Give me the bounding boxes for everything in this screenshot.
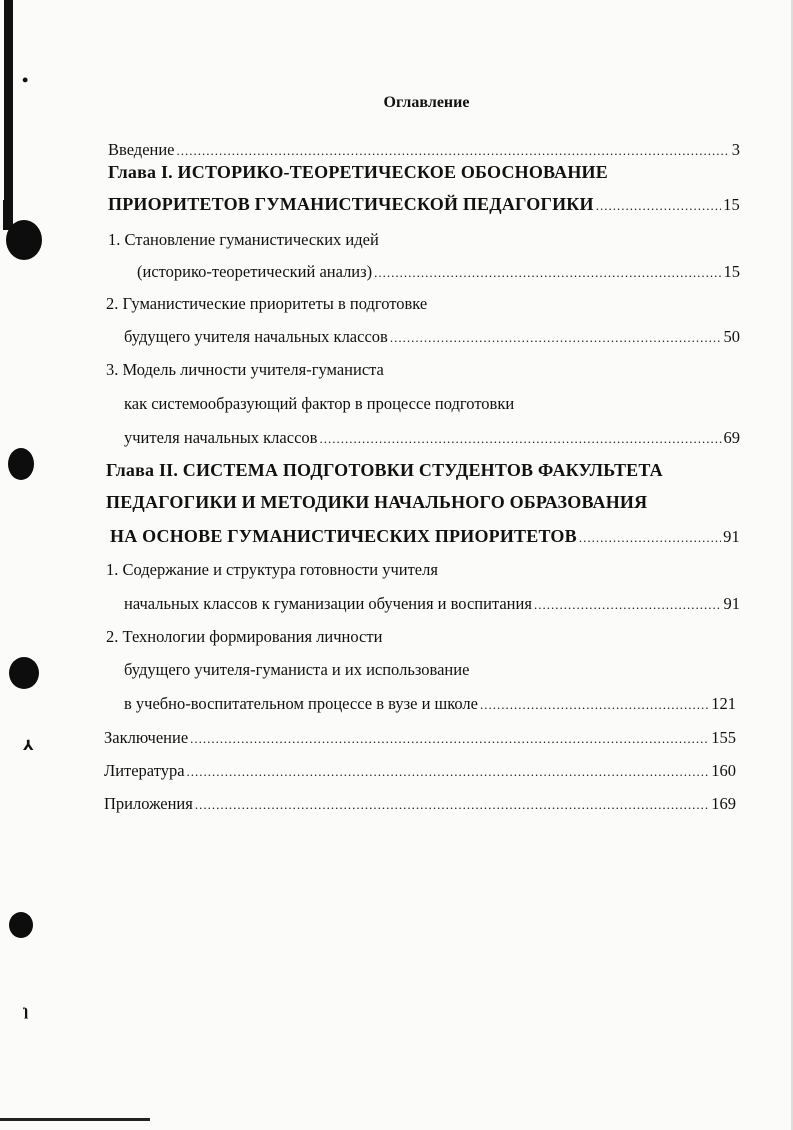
scan-speck-1: • <box>22 70 29 90</box>
toc-page-number: 15 <box>723 195 740 214</box>
section-2-2-line3: в учебно-воспитательном процессе в вузе и школе <box>124 694 478 713</box>
scan-edge-left <box>4 0 13 230</box>
punch-hole-2 <box>8 448 34 480</box>
toc-leader-dots <box>596 196 721 216</box>
chapter-2-title-line2: ПЕДАГОГИКИ И МЕТОДИКИ НАЧАЛЬНОГО ОБРАЗОВАНИЯ <box>106 492 648 512</box>
section-1-2-line2: будущего учителя начальных классов <box>124 327 388 346</box>
scan-edge-bottom <box>0 1118 150 1121</box>
section-1-1-line2: (историко-теоретический анализ) <box>137 262 373 281</box>
chapter-1-title-line2: ПРИОРИТЕТОВ ГУМАНИСТИЧЕСКОЙ ПЕДАГОГИКИ <box>108 194 594 214</box>
chapter-2-title-line1: Глава II. СИСТЕМА ПОДГОТОВКИ СТУДЕНТОВ ФАКУЛЬТЕТА <box>106 460 663 480</box>
toc-entry-label: Заключение <box>104 728 189 747</box>
toc-entry-label: Литература <box>104 761 185 780</box>
toc-leader-dots <box>579 528 721 548</box>
chapter-1-title-line1: Глава I. ИСТОРИКО-ТЕОРЕТИЧЕСКОЕ ОБОСНОВАНИЕ <box>108 162 608 182</box>
toc-leader-dots <box>480 695 709 715</box>
toc-title: Оглавление <box>383 94 470 111</box>
section-2-2-line1: 2. Технологии формирования личности <box>106 627 383 646</box>
toc-page-number: 91 <box>723 527 740 546</box>
punch-hole-1 <box>6 220 42 260</box>
toc-leader-dots <box>187 762 710 782</box>
section-2-1-line2: начальных классов к гуманизации обучения и воспитания <box>124 594 532 613</box>
toc-entry-conclusion <box>104 728 736 749</box>
section-2-1-line1: 1. Содержание и структура готовности учителя <box>106 560 438 579</box>
chapter-2-title-line3: НА ОСНОВЕ ГУМАНИСТИЧЕСКИХ ПРИОРИТЕТОВ <box>110 526 577 546</box>
toc-page-number: 50 <box>723 327 740 346</box>
toc-entry-label: Приложения <box>104 794 193 813</box>
toc-page-number: 91 <box>723 594 740 613</box>
toc-leader-dots <box>390 328 722 348</box>
section-1-3-line1: 3. Модель личности учителя-гуманиста <box>106 360 384 379</box>
toc-entry-section-2-1 <box>124 594 740 615</box>
toc-leader-dots <box>190 729 709 749</box>
toc-entry-section-1-2 <box>124 327 740 348</box>
toc-entry-section-2-2 <box>124 694 736 715</box>
toc-entry-chapter-2 <box>110 526 740 548</box>
scan-speck-3: ɿ <box>22 1002 29 1019</box>
toc-entry-section-1-3 <box>124 428 740 449</box>
section-1-3-line2: как системообразующий фактор в процессе подготовки <box>124 394 515 413</box>
toc-page-number: 121 <box>711 694 736 713</box>
toc-entry-section-1-1 <box>137 262 740 283</box>
toc-page-number: 69 <box>723 428 740 447</box>
toc-leader-dots <box>195 795 709 815</box>
scan-speck-2: ⅄ <box>23 739 34 754</box>
toc-entry-chapter-1 <box>108 194 740 216</box>
toc-entry-intro <box>108 140 740 161</box>
toc-leader-dots <box>374 263 721 283</box>
toc-page-number: 3 <box>731 140 740 159</box>
punch-hole-3 <box>9 657 39 689</box>
toc-entry-literature <box>104 761 736 782</box>
toc-entry-appendix <box>104 794 736 815</box>
toc-leader-dots <box>534 595 722 615</box>
toc-page-number: 169 <box>711 794 736 813</box>
toc-leader-dots <box>177 141 730 161</box>
section-2-2-line2: будущего учителя-гуманиста и их использование <box>124 660 470 679</box>
toc-leader-dots <box>319 429 721 449</box>
section-1-3-line3: учителя начальных классов <box>124 428 318 447</box>
punch-hole-4 <box>9 912 33 938</box>
toc-page-number: 155 <box>711 728 736 747</box>
section-1-2-line1: 2. Гуманистические приоритеты в подготовке <box>106 294 428 313</box>
toc-entry-label: Введение <box>108 140 175 159</box>
toc-page-number: 160 <box>711 761 736 780</box>
scan-edge-left-lower <box>3 200 10 230</box>
toc-page-number: 15 <box>723 262 740 281</box>
section-1-1-line1: 1. Становление гуманистических идей <box>108 230 379 249</box>
